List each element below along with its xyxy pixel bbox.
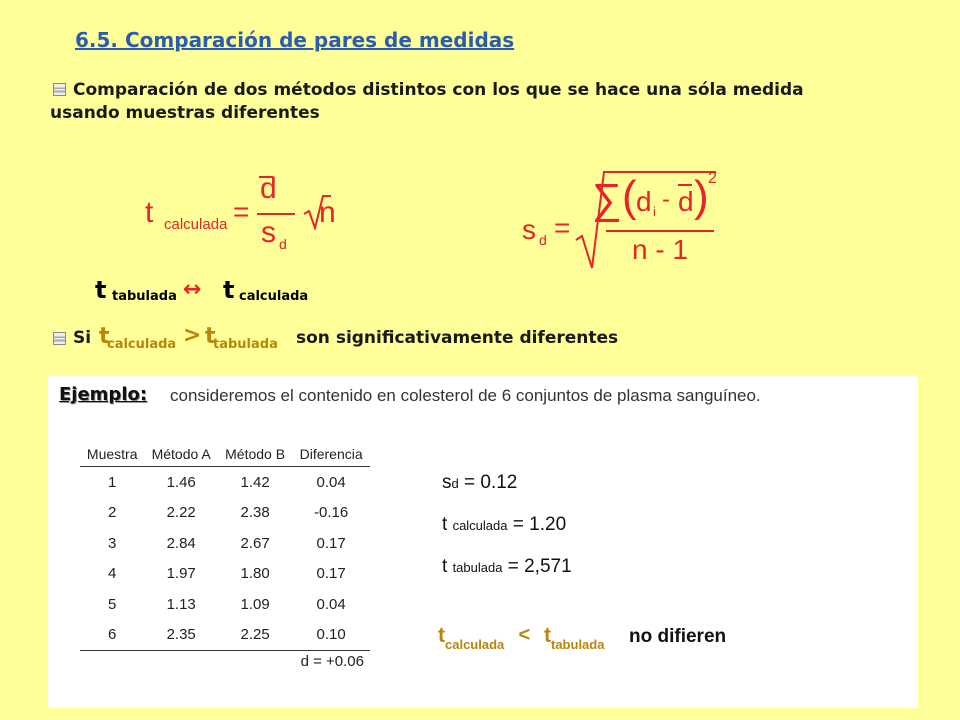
condition-t-sub: calculada (107, 337, 177, 352)
table-row (80, 498, 370, 529)
compare-t-tab: t (95, 276, 107, 304)
table-row (80, 620, 370, 651)
table-cell: 4 (108, 565, 117, 583)
table-cell: 1 (108, 473, 117, 491)
formula-sd-subscript: d (539, 232, 547, 248)
result-t-calculada (442, 514, 566, 536)
conclusion-t2: t (544, 624, 551, 647)
table-row (80, 589, 370, 620)
result-sd-symbol: s (442, 472, 452, 493)
table-cell: 2.38 (240, 504, 270, 522)
result-sd-sub: d (451, 476, 459, 491)
formula-sd-equals: = (554, 212, 571, 243)
table-row (80, 528, 370, 559)
conclusion-t-sub: calculada (445, 637, 505, 652)
table-cell: 2 (108, 504, 117, 522)
bullet-icon (53, 332, 66, 345)
table-cell: 1.46 (166, 473, 196, 491)
table-cell: 0.04 (316, 473, 346, 491)
table-cell: 1.80 (240, 565, 270, 583)
paren-open: ( (622, 172, 637, 221)
bullet-text-methods-cont: usando muestras diferentes (50, 103, 320, 123)
table-cell: 0.10 (316, 626, 346, 644)
page-title: 6.5. Comparación de pares de medidas (75, 28, 515, 52)
result-t-tabulada (442, 556, 572, 578)
formula-t-calculada (145, 170, 345, 270)
bullet-text-condition (73, 324, 693, 354)
condition-rest: son significativamente diferentes (296, 328, 619, 348)
table-row (80, 559, 370, 590)
table-cell: 0.17 (316, 534, 346, 552)
table-cell: 0.17 (316, 565, 346, 583)
condition-si: Si (73, 328, 92, 348)
bullet-icon (53, 83, 66, 96)
formula-denominator-sub: d (279, 236, 287, 252)
table-cell: 1.09 (240, 595, 270, 613)
compare-t-calc: t (223, 276, 235, 304)
formula-sd-minus: - (662, 186, 670, 213)
formula-sd-symbol: s (522, 214, 536, 245)
table-footer: d = +0.06 (300, 653, 364, 670)
conclusion (438, 624, 858, 656)
formula-sd-dbar: d (678, 186, 694, 217)
table-cell: 2.22 (166, 504, 196, 522)
table-cell: 0.04 (316, 595, 346, 613)
table-cell: 2.84 (166, 534, 196, 552)
condition-gt: > (183, 323, 202, 348)
data-table (80, 442, 370, 651)
result-tt-symbol: t (442, 556, 453, 577)
formula-sd-d-sub: i (653, 204, 656, 219)
result-tc-value: = 1.20 (507, 514, 567, 535)
table-cell: 2.35 (166, 626, 196, 644)
result-tc-sub: calculada (452, 518, 508, 533)
compare-t (95, 276, 335, 310)
table-header-cell: Diferencia (299, 446, 363, 462)
result-tc-symbol: t (442, 514, 453, 535)
formula-sd-d: d (636, 186, 652, 217)
table-cell: 1.13 (166, 595, 196, 613)
paren-close: ) (694, 172, 709, 221)
formula-numerator: d (260, 172, 277, 205)
bullet-text-methods: Comparación de dos métodos distintos con los que se hace una sóla medida (73, 80, 804, 100)
formula-equals: = (233, 196, 250, 227)
table-cell: 2.67 (240, 534, 270, 552)
double-arrow-icon: ↔ (183, 277, 202, 302)
condition-t: t (99, 324, 110, 349)
table-cell: 5 (108, 595, 117, 613)
formula-t-symbol: t (145, 196, 154, 229)
result-tt-sub: tabulada (452, 560, 503, 575)
formula-t-subscript: calculada (164, 216, 228, 233)
table-header-row (80, 442, 370, 467)
conclusion-t: t (438, 624, 445, 647)
example-text: consideremos el contenido en colesterol de 6 conjuntos de plasma sanguíneo. (170, 386, 761, 405)
table-cell: 3 (108, 534, 117, 552)
condition-t2-sub: tabulada (213, 337, 278, 352)
formula-root-arg: n (319, 196, 336, 229)
example-box (48, 376, 918, 708)
compare-t-calc-sub: calculada (239, 289, 309, 304)
sum-icon: ∑ (592, 175, 622, 222)
result-tt-value: = 2,571 (502, 556, 572, 577)
table-cell: 2.25 (240, 626, 270, 644)
table-cell: 1.42 (240, 473, 270, 491)
formula-denominator: s (261, 216, 276, 249)
example-label: Ejemplo: (59, 384, 148, 405)
formula-sd (522, 168, 722, 278)
compare-t-tab-sub: tabulada (112, 289, 177, 304)
data-table-wrap (80, 442, 370, 670)
fraction-line (606, 230, 714, 232)
condition-t2: t (205, 324, 216, 349)
table-header-cell: Muestra (86, 446, 138, 462)
formula-sd-power: 2 (708, 170, 717, 187)
formula-sd-den: n - 1 (632, 234, 689, 265)
table-row (80, 467, 370, 498)
result-sd (442, 472, 517, 494)
table-header-cell: Método B (225, 446, 286, 462)
conclusion-t2-sub: tabulada (551, 637, 605, 652)
table-cell: 1.97 (166, 565, 196, 583)
conclusion-lt: < (513, 624, 536, 646)
conclusion-rest: no difieren (629, 626, 727, 647)
result-sd-value: = 0.12 (458, 472, 518, 493)
fraction-line (257, 213, 295, 215)
table-cell: 6 (108, 626, 117, 644)
table-cell: -0.16 (314, 504, 349, 522)
table-header-cell: Método A (151, 446, 211, 462)
